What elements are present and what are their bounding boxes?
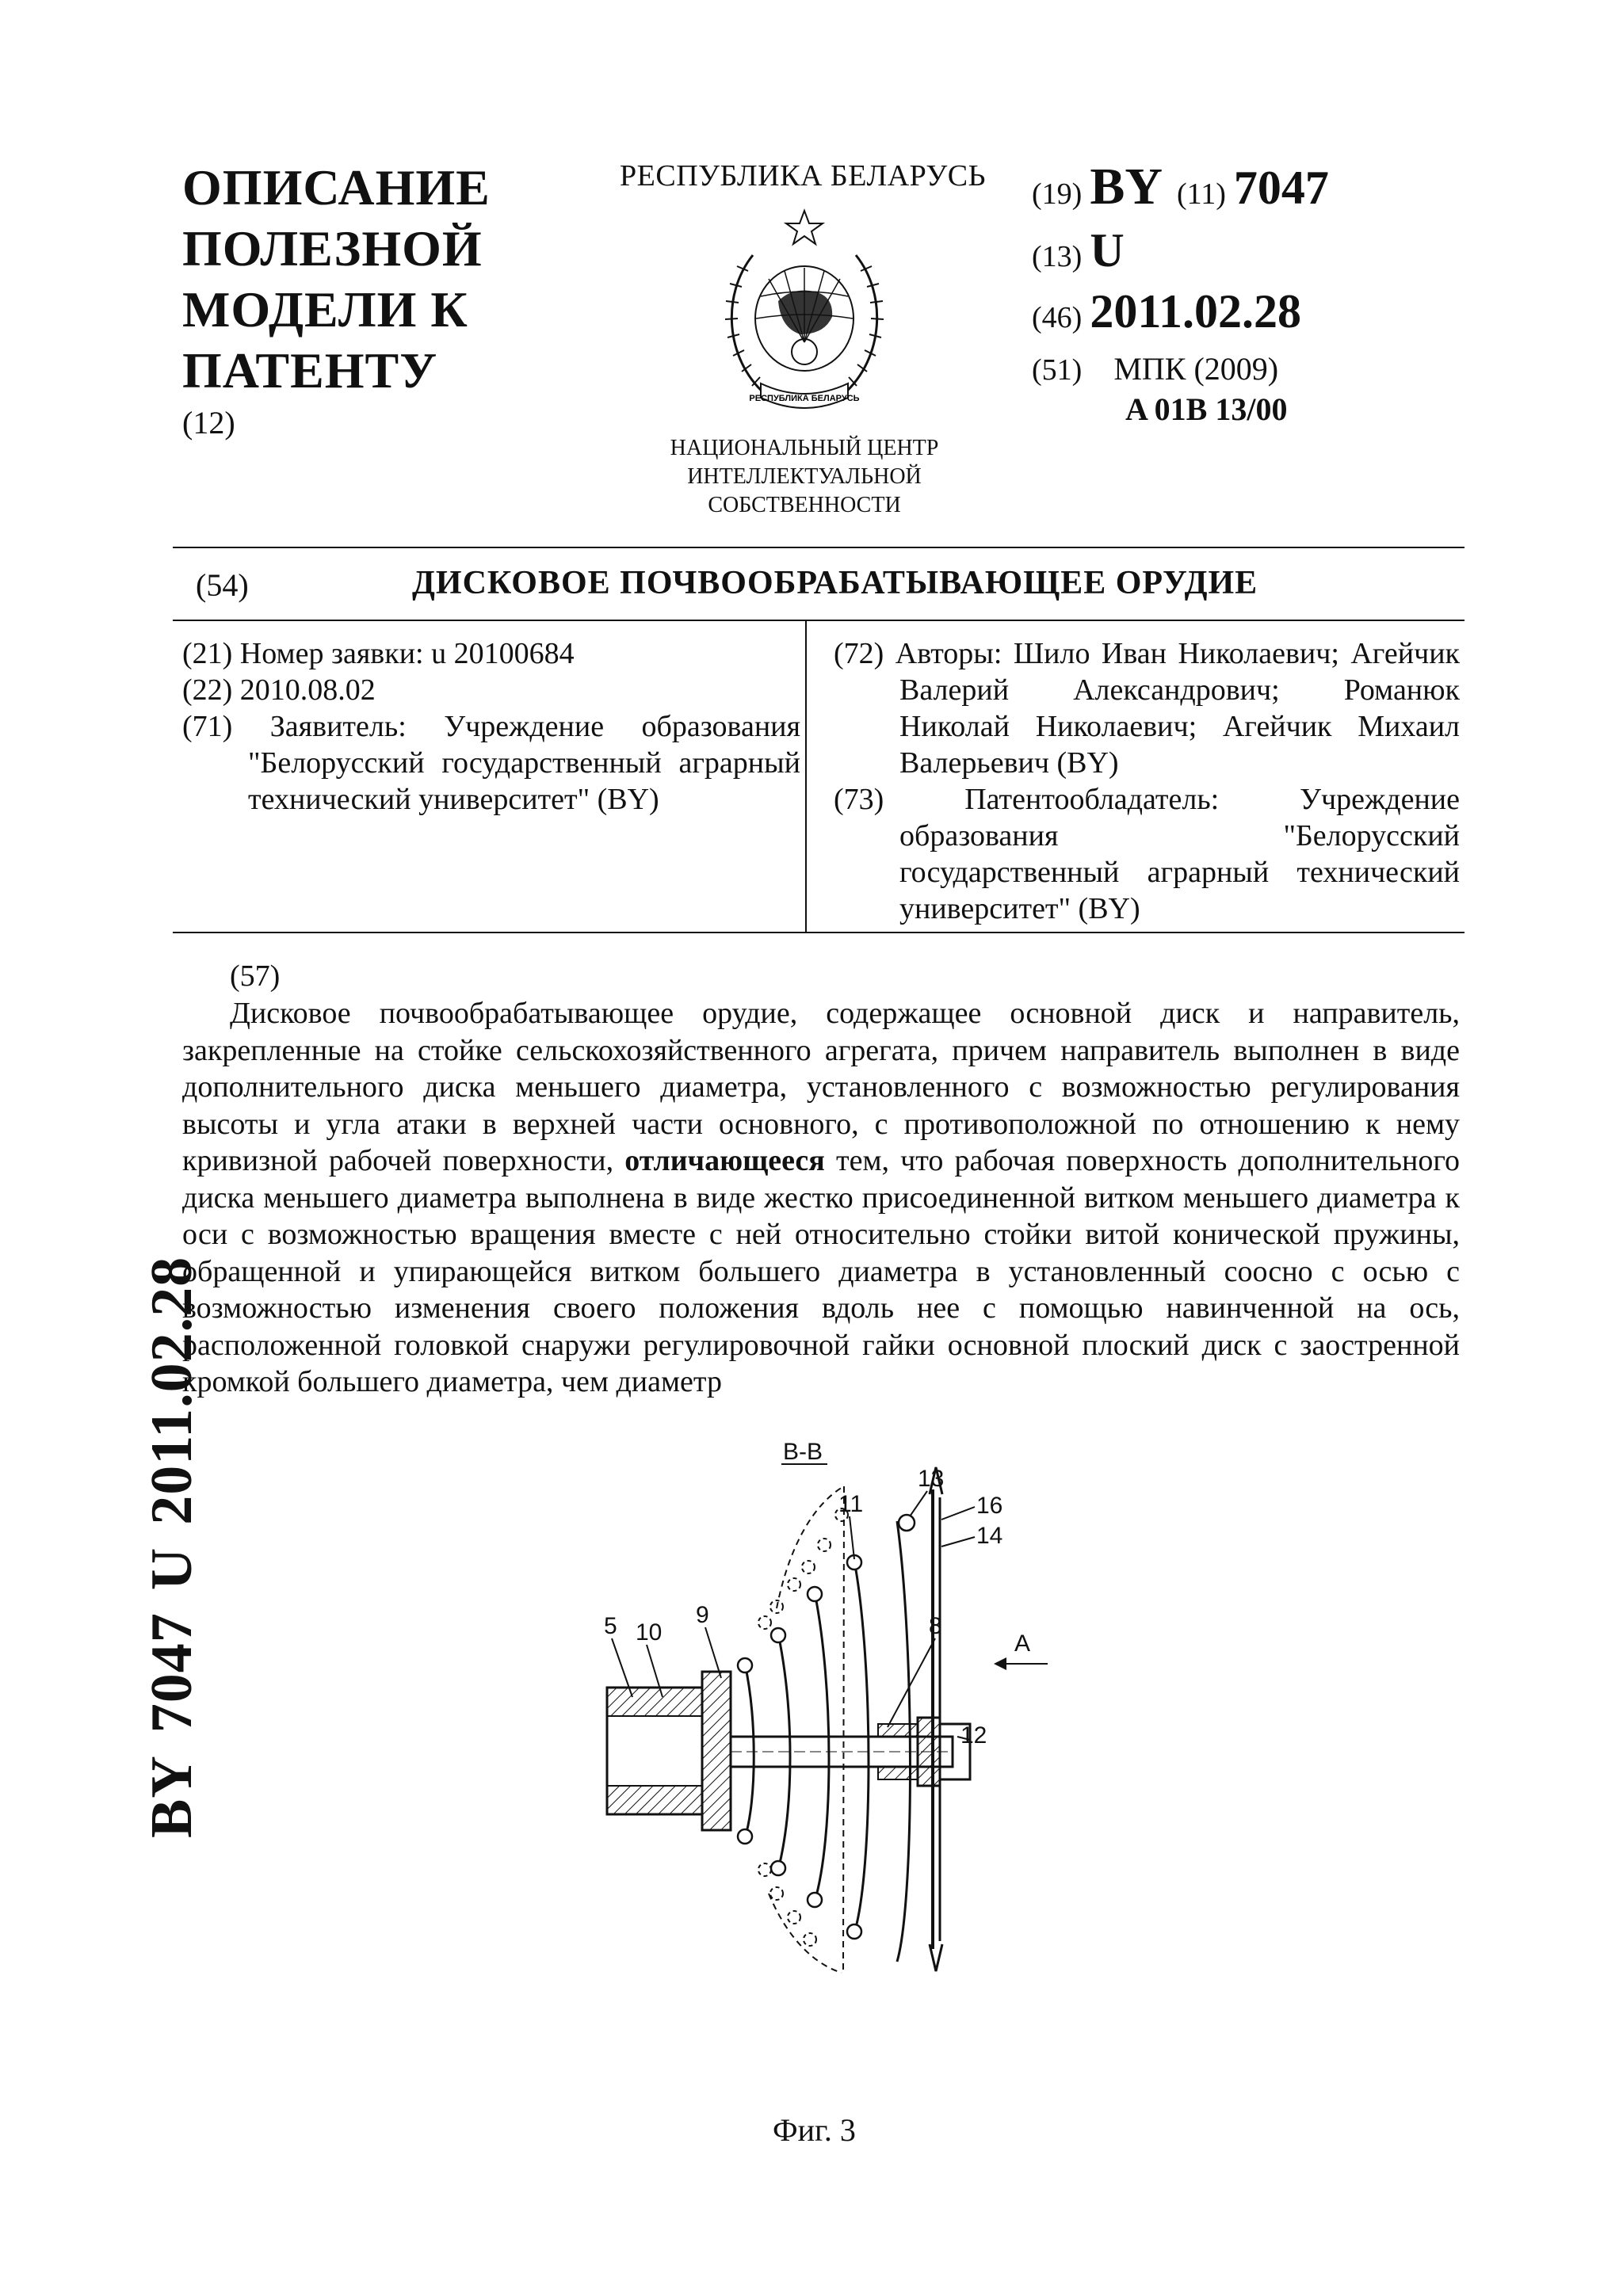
document-number: 7047 bbox=[1233, 162, 1329, 214]
code-46: (46) bbox=[1032, 301, 1083, 334]
national-centre bbox=[634, 434, 975, 520]
centre-line: СОБСТВЕННОСТИ bbox=[708, 493, 901, 517]
publication-date: 2011.02.28 bbox=[1090, 285, 1302, 338]
abstract-keyword: отличающееся bbox=[624, 1144, 825, 1177]
divider bbox=[173, 620, 1465, 621]
code-13: (13) bbox=[1032, 240, 1083, 273]
part-label: 11 bbox=[838, 1491, 864, 1517]
biblio-left bbox=[182, 635, 800, 818]
part-label: 12 bbox=[960, 1722, 987, 1749]
code-row-country-number bbox=[1032, 157, 1444, 217]
abstract-part: Дисковое почвообрабатывающее орудие, содержащее основной диск и направитель, закрепленные на стойке сельскохозяйственного агрегата, причем направитель выполнен в виде дополнительного диска меньшего диаметра, установленного с возможностью регулирования высоты и угла атаки в верхней части основного, с противоположной по отношению к нему кривизной рабочей поверхности, bbox=[182, 997, 1460, 1177]
republic-name: РЕСПУБЛИКА БЕЛАРУСЬ bbox=[620, 159, 986, 193]
emblem-ribbon-text: РЕСПУБЛИКА БЕЛАРУСЬ bbox=[749, 394, 860, 403]
title-line: МОДЕЛИ К bbox=[182, 281, 468, 338]
part-label: A bbox=[1014, 1630, 1031, 1657]
document-codes bbox=[1032, 157, 1444, 428]
part-label: 10 bbox=[636, 1619, 663, 1646]
title-line: ПОЛЕЗНОЙ bbox=[182, 220, 483, 277]
field-54-number: (54) bbox=[196, 567, 249, 603]
application-number: (21) Номер заявки: u 20100684 bbox=[182, 637, 575, 670]
ipc-class: A 01B 13/00 bbox=[1125, 391, 1288, 427]
part-label: 16 bbox=[976, 1493, 1003, 1519]
figure-caption: Фиг. 3 bbox=[773, 2112, 856, 2148]
side-kind: U bbox=[139, 1547, 204, 1591]
side-date: 2011.02.28 bbox=[139, 1256, 204, 1525]
part-label: 13 bbox=[918, 1466, 945, 1492]
part-label: 5 bbox=[604, 1613, 617, 1639]
applicant: (71) Заявитель: Учреждение образования "Белорусский государственный аграрный технический университет" (BY) bbox=[182, 710, 800, 816]
authors: (72) Авторы: Шило Иван Николаевич; Агейчик Валерий Александрович; Романюк Николай Николаевич; Агейчик Михаил Валерьевич (BY) bbox=[834, 637, 1460, 780]
centre-line: НАЦИОНАЛЬНЫЙ ЦЕНТР bbox=[670, 436, 939, 460]
code-12: (12) bbox=[182, 405, 235, 441]
code-row-date bbox=[1032, 284, 1444, 339]
patent-holder: (73) Патентообладатель: Учреждение образования "Белорусский государственный аграрный технический университет" (BY) bbox=[834, 783, 1460, 925]
code-51: (51) bbox=[1032, 353, 1083, 387]
biblio-right bbox=[834, 635, 1460, 927]
part-label: 14 bbox=[976, 1523, 1003, 1549]
part-label: 8 bbox=[929, 1613, 942, 1639]
ipc-version: МПК (2009) bbox=[1113, 351, 1279, 387]
side-document-id bbox=[139, 1234, 206, 1838]
centre-line: ИНТЕЛЛЕКТУАЛЬНОЙ bbox=[687, 464, 922, 489]
state-emblem-icon bbox=[713, 208, 896, 429]
abstract-part: тем, что рабочая поверхность дополнительного диска меньшего диаметра выполнена в виде жестко присоединенной витком меньшего диаметра к оси с возможностью вращения вместе с ней относительно стойки витой конической пружины, обращенной и упирающейся витком большего диаметра в установленный соосно с осью с возможностью изменения своего положения вдоль нее с помощью навинченной на ось, расположенной головкой снаружи регулировочной гайки основной плоский диск с заостренной кромкой большего диаметра, чем диаметр bbox=[182, 1144, 1460, 1398]
code-19: (19) bbox=[1032, 177, 1083, 211]
filing-date: (22) 2010.08.02 bbox=[182, 673, 376, 707]
column-divider bbox=[805, 621, 807, 932]
kind-code: U bbox=[1090, 224, 1125, 277]
technical-drawing bbox=[586, 1426, 1062, 1981]
invention-title: ДИСКОВОЕ ПОЧВООБРАБАТЫВАЮЩЕЕ ОРУДИЕ bbox=[412, 565, 1258, 601]
country-code: BY bbox=[1090, 158, 1163, 215]
part-label: 9 bbox=[696, 1602, 709, 1628]
document-title bbox=[182, 157, 594, 441]
divider bbox=[173, 547, 1465, 548]
abstract-text bbox=[182, 995, 1460, 1401]
field-57-number: (57) bbox=[230, 959, 281, 993]
code-row-ipc bbox=[1032, 350, 1444, 387]
side-country: BY bbox=[139, 1755, 204, 1838]
title-line: ОПИСАНИЕ bbox=[182, 159, 491, 215]
section-label: B-B bbox=[783, 1439, 823, 1465]
divider bbox=[173, 932, 1465, 933]
title-line: ПАТЕНТУ bbox=[182, 342, 438, 399]
code-row-kind bbox=[1032, 223, 1444, 278]
side-number: 7047 bbox=[139, 1612, 204, 1733]
code-11: (11) bbox=[1177, 177, 1226, 211]
